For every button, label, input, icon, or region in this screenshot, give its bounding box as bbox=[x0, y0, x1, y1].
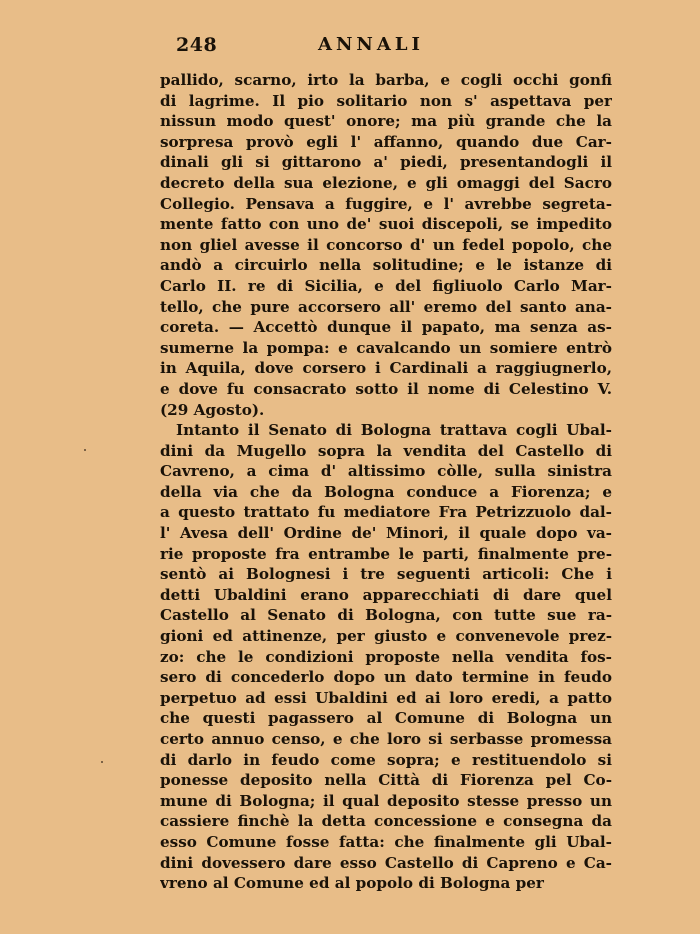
text-line: mente fatto con uno de' suoi discepoli, se impedito bbox=[160, 215, 612, 234]
text-line: di darlo in feudo come sopra; e restituendolo si bbox=[160, 750, 612, 769]
text-line: Carlo II. re di Sicilia, e del figliuolo Carlo Mar- bbox=[160, 276, 612, 295]
scan-speck bbox=[84, 449, 86, 451]
text-line: non gliel avesse il concorso d' un fedel popolo, che bbox=[160, 235, 612, 254]
text-line: vreno al Comune ed al popolo di Bologna per bbox=[160, 874, 544, 893]
text-line: decreto della sua elezione, e gli omaggi del Sacro bbox=[160, 173, 612, 192]
text-line: l' Avesa dell' Ordine de' Minori, il quale dopo va- bbox=[160, 524, 612, 543]
text-line: sentò ai Bolognesi i tre seguenti articoli: Che i bbox=[160, 565, 612, 584]
text-line: nissun modo quest' onore; ma più grande che la bbox=[160, 112, 612, 131]
text-line: di lagrime. Il pio solitario non s' aspettava per bbox=[160, 91, 612, 110]
text-line: detti Ubaldini erano apparecchiati di dare quel bbox=[160, 585, 612, 604]
text-line: della via che da Bologna conduce a Fiorenza; e bbox=[160, 482, 612, 501]
paragraph-end-line: (29 Agosto). bbox=[160, 400, 265, 419]
text-line: dinali gli si gittarono a' piedi, presentandogli il bbox=[160, 153, 612, 172]
text-line: a questo trattato fu mediatore Fra Petrizzuolo dal- bbox=[160, 503, 612, 522]
text-line: che questi pagassero al Comune di Bologna un bbox=[160, 709, 612, 728]
text-line: in Aquila, dove corsero i Cardinali a raggiugnerlo, bbox=[160, 359, 612, 378]
text-line: sorpresa provò egli l' affanno, quando due Car- bbox=[160, 132, 612, 151]
text-line: ponesse deposito nella Città di Fiorenza pel Co- bbox=[160, 771, 612, 790]
running-title: ANNALI bbox=[318, 34, 424, 55]
text-line: sero di concederlo dopo un dato termine in feudo bbox=[160, 668, 612, 687]
text-line: mune di Bologna; il qual deposito stesse presso un bbox=[160, 791, 612, 810]
text-line: certo annuo censo, e che loro si serbasse promessa bbox=[160, 730, 612, 748]
text-line: e dove fu consacrato sotto il nome di Celestino V. bbox=[160, 379, 612, 398]
running-head bbox=[160, 34, 612, 58]
text-line: zo: che le condizioni proposte nella vendita fos- bbox=[160, 647, 612, 666]
text-line: Cavreno, a cima d' altissimo còlle, sulla sinistra bbox=[160, 462, 612, 481]
text-line: andò a circuirlo nella solitudine; e le istanze di bbox=[160, 256, 612, 275]
text-line: perpetuo ad essi Ubaldini ed ai loro eredi, a patto bbox=[160, 688, 612, 707]
text-line: rie proposte fra entrambe le parti, finalmente pre- bbox=[160, 544, 612, 563]
body-text bbox=[160, 70, 612, 894]
text-line: gioni ed attinenze, per giusto e convenevole prez- bbox=[160, 627, 612, 646]
text-line: esso Comune fosse fatta: che finalmente gli Ubal- bbox=[160, 832, 612, 851]
scan-speck bbox=[101, 761, 103, 763]
text-line: dini da Mugello sopra la vendita del Castello di bbox=[160, 441, 612, 460]
page-number: 248 bbox=[176, 34, 218, 56]
text-line: Collegio. Pensava a fuggire, e l' avrebbe segreta- bbox=[160, 194, 612, 213]
text-line: dini dovessero dare esso Castello di Capreno e Ca- bbox=[160, 853, 612, 872]
text-line: coreta. — Accettò dunque il papato, ma senza as- bbox=[160, 318, 612, 337]
text-line: sumerne la pompa: e cavalcando un somiere entrò bbox=[160, 338, 612, 357]
text-line: Castello al Senato di Bologna, con tutte sue ra- bbox=[160, 606, 612, 625]
text-line: pallido, scarno, irto la barba, e cogli occhi gonfi bbox=[160, 71, 612, 89]
paragraph-start-line: Intanto il Senato di Bologna trattava cogli Ubal- bbox=[176, 421, 612, 440]
text-line: tello, che pure accorsero all' eremo del santo ana- bbox=[160, 297, 612, 316]
text-line: cassiere finchè la detta concessione e consegna da bbox=[160, 812, 612, 831]
